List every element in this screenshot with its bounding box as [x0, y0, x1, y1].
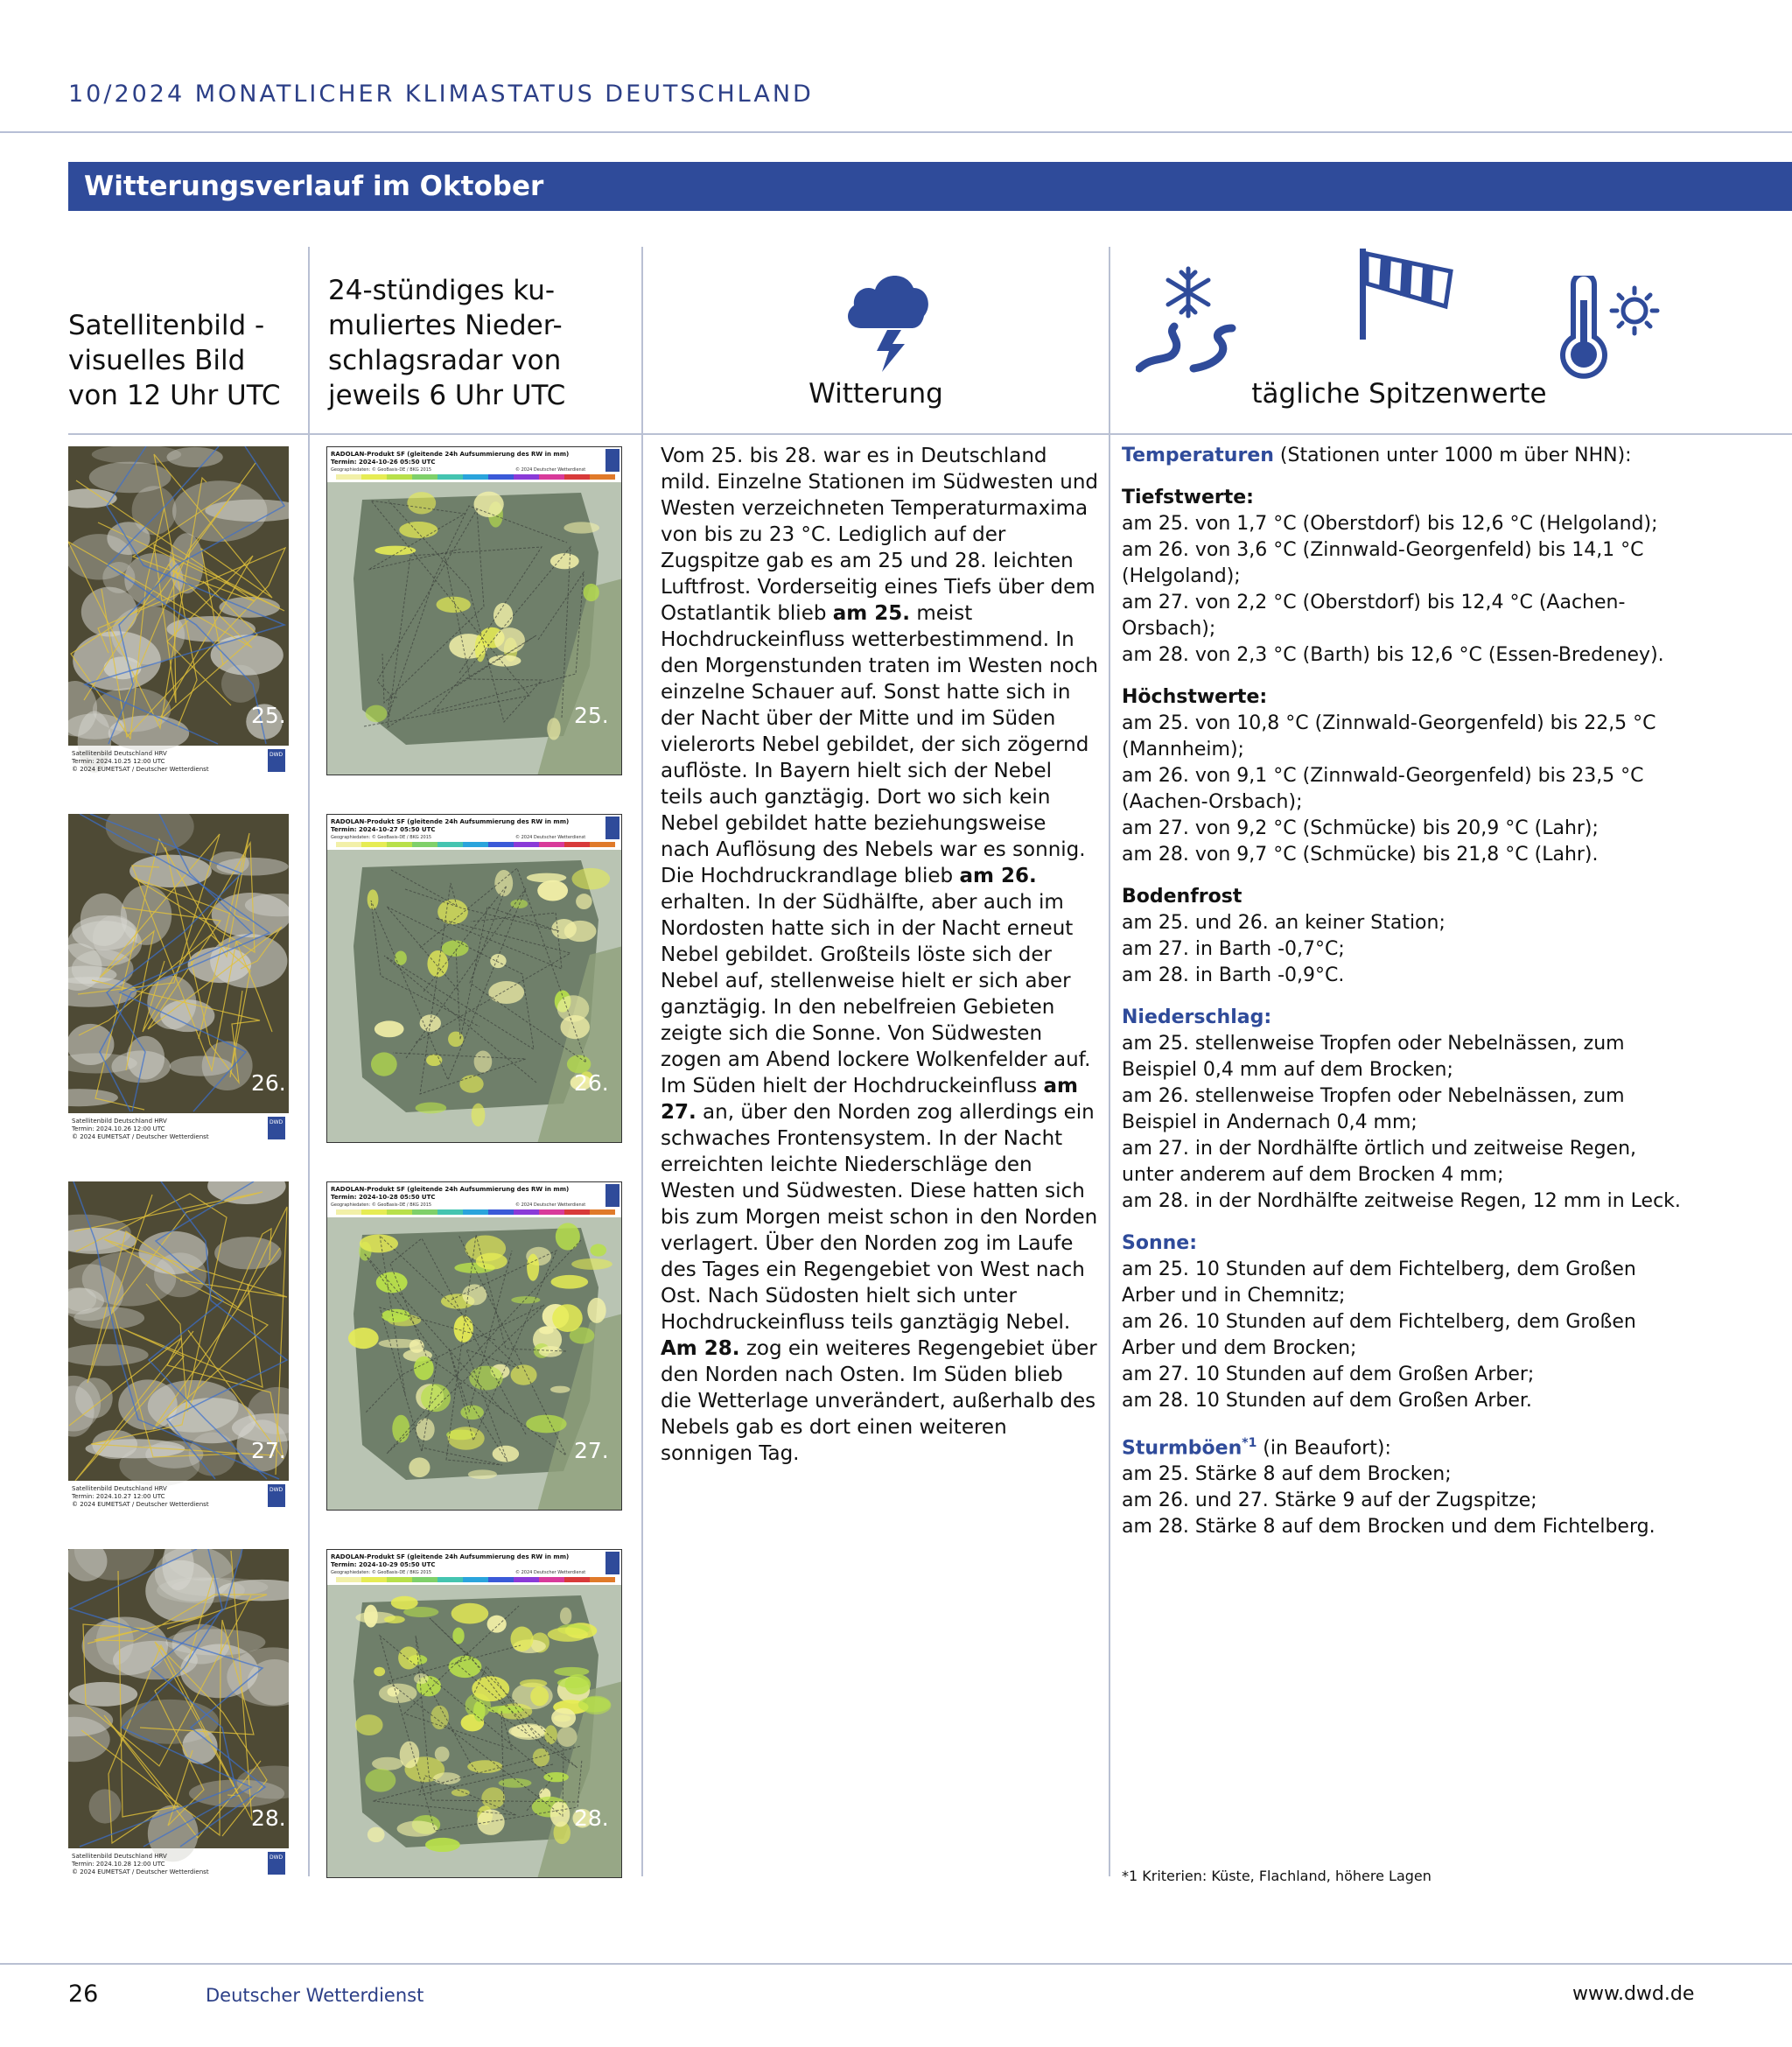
- sunshine-line: am 27. 10 Stunden auf dem Großen Arber;: [1122, 1363, 1535, 1385]
- max-value-line: am 28. von 9,7 °C (Schmücke) bis 21,8 °C (Lahr).: [1122, 844, 1599, 866]
- heading-line: von 12 Uhr UTC: [68, 380, 281, 411]
- radar-geodata-credit: Geographiedaten: © GeoBasis-DE / BKG 2015: [331, 1202, 432, 1208]
- storm-line: am 25. Stärke 8 auf dem Brocken;: [1122, 1463, 1452, 1486]
- radar-term: Termin: 2024-10-28 05:50 UTC: [331, 1194, 436, 1201]
- cloud-lightning-icon: [842, 256, 931, 375]
- column-divider: [1109, 247, 1110, 1876]
- min-value-line: am 27. von 2,2 °C (Oberstdorf) bis 12,4 °C (Aachen-: [1122, 592, 1626, 613]
- radar-copyright: © 2024 Deutscher Wetterdienst: [515, 1570, 586, 1575]
- precipitation-line: Beispiel 0,4 mm auf dem Brocken;: [1122, 1059, 1453, 1081]
- satellite-day-label: 28.: [251, 1805, 286, 1831]
- max-value-line: (Aachen-Orsbach);: [1122, 791, 1303, 813]
- day-highlight: am 26.: [959, 865, 1037, 887]
- radar-column-heading: [328, 273, 565, 413]
- precipitation-heading: Niederschlag:: [1122, 1006, 1272, 1028]
- storm-gusts-list: [1122, 1462, 1734, 1540]
- heading-line: schlagsradar von: [328, 345, 562, 376]
- satellite-column-heading: [68, 308, 281, 413]
- sunshine-list: [1122, 1257, 1734, 1414]
- min-value-line: am 28. von 2,3 °C (Barth) bis 12,6 °C (Essen-Bredeney).: [1122, 644, 1664, 666]
- sunshine-line: am 28. 10 Stunden auf dem Großen Arber.: [1122, 1390, 1532, 1412]
- weather-narrative: [661, 443, 1098, 1467]
- min-values-heading: Tiefstwerte:: [1122, 487, 1254, 508]
- caption-product: Satellitenbild Deutschland HRV: [72, 750, 167, 757]
- sunshine-line: am 26. 10 Stunden auf dem Fichtelberg, dem Großen: [1122, 1311, 1636, 1333]
- radar-geodata-credit: Geographiedaten: © GeoBasis-DE / BKG 2015: [331, 1570, 432, 1575]
- precipitation-line: am 25. stellenweise Tropfen oder Nebelnässen, zum: [1122, 1033, 1625, 1055]
- dwd-logo-text: DWD: [270, 752, 284, 758]
- precipitation-line: Beispiel in Andernach 0,4 mm;: [1122, 1111, 1418, 1133]
- heading-line: muliertes Nieder-: [328, 310, 563, 341]
- frost-line: am 28. in Barth -0,9°C.: [1122, 964, 1345, 986]
- precipitation-line: unter anderem auf dem Brocken 4 mm;: [1122, 1164, 1504, 1186]
- sunshine-heading: Sonne:: [1122, 1232, 1198, 1254]
- satellite-day-label: 27.: [251, 1438, 286, 1463]
- min-value-line: am 25. von 1,7 °C (Oberstdorf) bis 12,6 °C (Helgoland);: [1122, 513, 1658, 535]
- heading-line: visuelles Bild: [68, 345, 246, 376]
- section-banner: [68, 162, 1792, 211]
- storm-note: (in Beaufort):: [1256, 1437, 1391, 1460]
- min-value-line: am 26. von 3,6 °C (Zinnwald-Georgenfeld) bis 14,1 °C: [1122, 539, 1644, 561]
- radar-product-title: RADOLAN-Produkt SF (gleitende 24h Aufsummierung des RW in mm): [331, 1553, 570, 1560]
- radar-term: Termin: 2024-10-29 05:50 UTC: [331, 1561, 436, 1568]
- thermometer-sun-icon: [1558, 276, 1667, 381]
- radar-product-title: RADOLAN-Produkt SF (gleitende 24h Aufsummierung des RW in mm): [331, 818, 570, 825]
- footnote: *1 Kriterien: Küste, Flachland, höhere Lagen: [1122, 1868, 1432, 1884]
- caption-product: Satellitenbild Deutschland HRV: [72, 1118, 167, 1125]
- snow-slippery-road-icon: [1136, 265, 1241, 375]
- min-value-line: (Helgoland);: [1122, 565, 1241, 587]
- satellite-day-label: 26.: [251, 1070, 286, 1096]
- column-divider: [641, 247, 643, 1876]
- narrative-paragraph: Die Hochdruckrandlage blieb am 26. erhalten. In der Südhälfte, aber auch im Nordosten hatte sich in der Nacht erneut Nebel gebildet. Großteils löste sich der Nebel auf, stellenweise hielt er sich aber ganztägig. In den nebelfreien Gebieten zeigte sich die Sonne. Von Südwesten zogen am Abend lockere Wolkenfelder auf. Im Süden hielt der Hochdruckeinfluss am 27. an, über den Norden zog allerdings ein schwaches Frontensystem. In der Nacht erreichten leichte Niederschläge den Westen und Südwesten. Diese hatten sich bis zum Morgen meist schon in den Norden verlagert. Über den Norden zog im Laufe des Tages ein Regengebiet von West nach Ost. Nach Südosten hielt sich unter Hochdruckeinfluss teils ganztägig Nebel. Am 28. zog ein weiteres Regengebiet über den Norden nach Osten. Im Süden blieb die Wetterlage unverändert, außerhalb des Nebels gab es dort einen weiteren sonnigen Tag.: [661, 865, 1098, 1465]
- radar-day-label: 28.: [574, 1805, 609, 1831]
- radar-day-label: 27.: [574, 1438, 609, 1463]
- peak-values: [1122, 443, 1734, 1540]
- day-highlight: am 25.: [832, 602, 911, 625]
- column-divider: [308, 247, 310, 1876]
- footer-divider: [0, 1963, 1792, 1965]
- sunshine-line: am 25. 10 Stunden auf dem Fichtelberg, dem Großen: [1122, 1258, 1636, 1280]
- peaks-column-heading: tägliche Spitzenwerte: [1251, 378, 1547, 410]
- radar-copyright: © 2024 Deutscher Wetterdienst: [515, 835, 586, 840]
- caption-product: Satellitenbild Deutschland HRV: [72, 1485, 167, 1492]
- dwd-logo-text: DWD: [270, 1119, 284, 1125]
- column-header-divider: [68, 433, 1792, 435]
- temperature-heading: Temperaturen: [1122, 445, 1274, 466]
- page-number: 26: [68, 1980, 99, 2008]
- header-divider: [0, 131, 1792, 133]
- narrative-paragraph: Vom 25. bis 28. war es in Deutschland mild. Einzelne Stationen im Südwesten und Westen verzeichneten Temperaturmaxima von bis zu 23 °C. Lediglich auf der Zugspitze gab es am 25 und 28. leichten Luftfrost. Vorderseitig eines Tiefs über dem Ostatlantik blieb am 25. meist Hochdruckeinfluss wetterbestimmend. In den Morgenstunden traten im Westen noch einzelne Schauer auf. Sonst hatte sich in der Nacht über der Mitte und im Süden vielerorts Nebel gebildet, der sich zögernd auflöste. In Bayern hielt sich der Nebel teils auch ganztägig. Dort wo sich kein Nebel gebildet hatte beziehungsweise nach Auflösung des Nebels war es sonnig.: [661, 445, 1099, 861]
- radar-product-title: RADOLAN-Produkt SF (gleitende 24h Aufsummierung des RW in mm): [331, 451, 570, 458]
- ground-frost-heading: Bodenfrost: [1122, 886, 1242, 908]
- sunshine-line: Arber und dem Brocken;: [1122, 1337, 1357, 1359]
- website-link[interactable]: www.dwd.de: [1572, 1983, 1695, 2005]
- caption-copyright: © 2024 EUMETSAT / Deutscher Wetterdienst: [72, 1501, 209, 1508]
- weather-column-heading: Witterung: [808, 378, 943, 410]
- min-value-line: Orsbach);: [1122, 618, 1216, 640]
- max-values-heading: Höchstwerte:: [1122, 686, 1268, 708]
- heading-line: Satellitenbild -: [68, 310, 265, 341]
- caption-term: Termin: 2024.10.28 12:00 UTC: [72, 1861, 165, 1868]
- day-highlight: Am 28.: [661, 1337, 740, 1360]
- radar-geodata-credit: Geographiedaten: © GeoBasis-DE / BKG 2015: [331, 835, 432, 840]
- temperature-note: (Stationen unter 1000 m über NHN):: [1273, 445, 1632, 466]
- storm-line: am 26. und 27. Stärke 9 auf der Zugspitze;: [1122, 1490, 1537, 1512]
- caption-term: Termin: 2024.10.27 12:00 UTC: [72, 1493, 165, 1500]
- radar-geodata-credit: Geographiedaten: © GeoBasis-DE / BKG 2015: [331, 467, 432, 473]
- storm-gusts-heading: Sturmböen: [1122, 1437, 1242, 1460]
- caption-copyright: © 2024 EUMETSAT / Deutscher Wetterdienst: [72, 1133, 209, 1140]
- radar-copyright: © 2024 Deutscher Wetterdienst: [515, 1202, 586, 1208]
- max-value-line: am 26. von 9,1 °C (Zinnwald-Georgenfeld) bis 23,5 °C: [1122, 765, 1644, 787]
- max-value-line: (Mannheim);: [1122, 739, 1244, 761]
- radar-copyright: © 2024 Deutscher Wetterdienst: [515, 467, 586, 473]
- max-values-list: [1122, 711, 1734, 868]
- frost-line: am 25. und 26. an keiner Station;: [1122, 912, 1446, 934]
- caption-term: Termin: 2024.10.26 12:00 UTC: [72, 1125, 165, 1132]
- dwd-logo: [606, 1184, 620, 1207]
- radar-term: Termin: 2024-10-26 05:50 UTC: [331, 459, 436, 466]
- storm-footnote-marker: *1: [1242, 1436, 1257, 1450]
- radar-day-label: 25.: [574, 703, 609, 728]
- radar-day-label: 26.: [574, 1070, 609, 1096]
- precipitation-line: am 26. stellenweise Tropfen oder Nebelnässen, zum: [1122, 1085, 1625, 1107]
- section-title: Witterungsverlauf im Oktober: [84, 171, 544, 202]
- dwd-logo-text: DWD: [270, 1487, 284, 1493]
- dwd-logo: [606, 1552, 620, 1574]
- precipitation-list: [1122, 1031, 1734, 1215]
- dwd-logo-text: DWD: [270, 1854, 284, 1861]
- caption-product: Satellitenbild Deutschland HRV: [72, 1853, 167, 1860]
- caption-copyright: © 2024 EUMETSAT / Deutscher Wetterdienst: [72, 1868, 209, 1875]
- ground-frost-list: [1122, 910, 1734, 989]
- heading-line: 24-stündiges ku-: [328, 275, 556, 306]
- storm-line: am 28. Stärke 8 auf dem Brocken und dem Fichtelberg.: [1122, 1516, 1656, 1539]
- max-value-line: am 25. von 10,8 °C (Zinnwald-Georgenfeld) bis 22,5 °C: [1122, 712, 1656, 734]
- dwd-logo: [606, 449, 620, 472]
- satellite-day-label: 25.: [251, 703, 286, 728]
- organization-name: Deutscher Wetterdienst: [206, 1985, 424, 2006]
- frost-line: am 27. in Barth -0,7°C;: [1122, 938, 1345, 960]
- caption-copyright: © 2024 EUMETSAT / Deutscher Wetterdienst: [72, 766, 209, 773]
- heading-line: jeweils 6 Uhr UTC: [328, 380, 566, 411]
- radar-product-title: RADOLAN-Produkt SF (gleitende 24h Aufsummierung des RW in mm): [331, 1186, 570, 1193]
- max-value-line: am 27. von 9,2 °C (Schmücke) bis 20,9 °C (Lahr);: [1122, 817, 1599, 839]
- min-values-list: [1122, 511, 1734, 669]
- windsock-icon: [1358, 245, 1456, 341]
- precipitation-line: am 27. in der Nordhälfte örtlich und zeitweise Regen,: [1122, 1138, 1637, 1160]
- dwd-logo: [606, 817, 620, 839]
- report-header: 10/2024 MONATLICHER KLIMASTATUS DEUTSCHLAND: [68, 81, 814, 108]
- radar-term: Termin: 2024-10-27 05:50 UTC: [331, 826, 436, 833]
- caption-term: Termin: 2024.10.25 12:00 UTC: [72, 758, 165, 765]
- day-highlight: am 27.: [661, 1075, 1078, 1124]
- precipitation-line: am 28. in der Nordhälfte zeitweise Regen, 12 mm in Leck.: [1122, 1190, 1681, 1212]
- sunshine-line: Arber und in Chemnitz;: [1122, 1285, 1346, 1307]
